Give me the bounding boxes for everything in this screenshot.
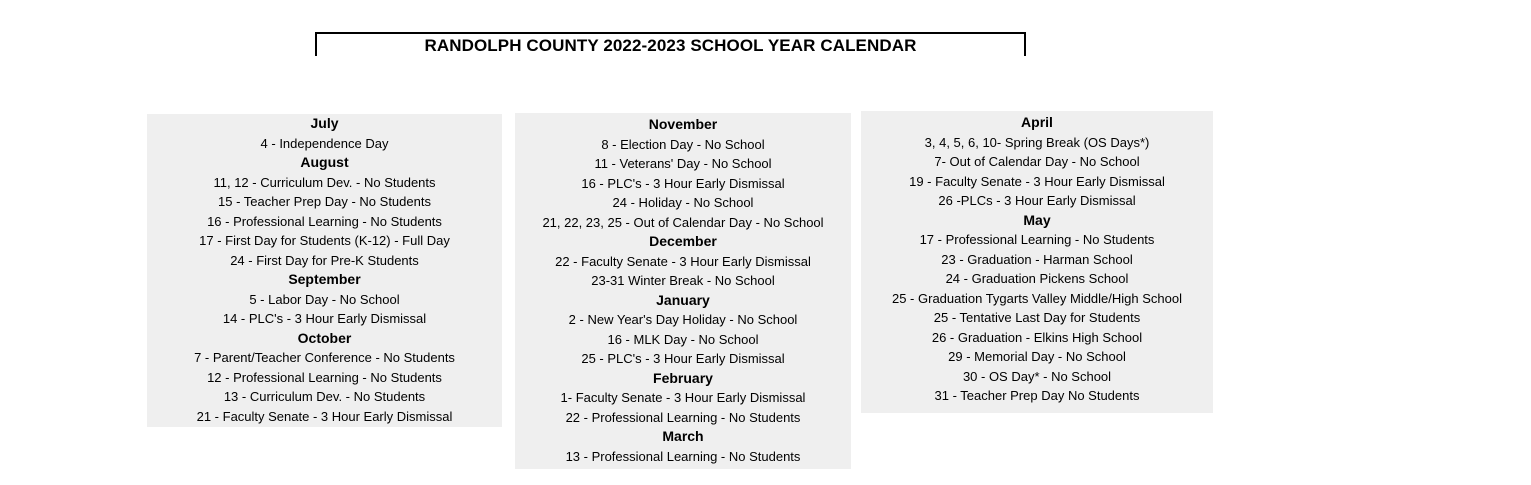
- event-item: 25 - Tentative Last Day for Students: [933, 310, 1141, 325]
- event-item: 7- Out of Calendar Day - No School: [934, 154, 1140, 169]
- event-item: 16 - MLK Day - No School: [607, 331, 759, 347]
- event-item: 8 - Election Day - No School: [601, 136, 765, 152]
- month-heading-april: April: [1021, 114, 1053, 130]
- month-heading-november: November: [648, 116, 718, 132]
- event-item: 21, 22, 23, 25 - Out of Calendar Day - No School: [542, 214, 824, 230]
- event-item: 7 - Parent/Teacher Conference - No Students: [194, 350, 455, 365]
- calendar-title: RANDOLPH COUNTY 2022-2023 SCHOOL YEAR CALENDAR: [424, 36, 917, 55]
- event-item: 22 - Faculty Senate - 3 Hour Early Dismissal: [555, 253, 811, 269]
- event-item: 11 - Veterans' Day - No School: [594, 156, 772, 171]
- month-heading-march: March: [662, 428, 704, 444]
- event-item: 19 - Faculty Senate - 3 Hour Early Dismissal: [909, 173, 1165, 189]
- month-heading-july: July: [310, 115, 339, 131]
- event-item: 3, 4, 5, 6, 10- Spring Break (OS Days*): [924, 134, 1150, 150]
- event-item: 23 - Graduation - Harman School: [941, 251, 1133, 267]
- month-heading-august: August: [300, 154, 349, 170]
- event-item: 15 - Teacher Prep Day - No Students: [218, 194, 431, 209]
- event-item: 1- Faculty Senate - 3 Hour Early Dismissal: [560, 390, 806, 405]
- event-item: 11, 12 - Curriculum Dev. - No Students: [213, 174, 436, 190]
- event-item: 29 - Memorial Day - No School: [948, 349, 1126, 364]
- event-item: 25 - Graduation Tygarts Valley Middle/High School: [891, 290, 1182, 306]
- event-item: 13 - Professional Learning - No Students: [565, 448, 801, 464]
- calendar-title-box: [315, 32, 1026, 56]
- event-item: 17 - Professional Learning - No Students: [919, 232, 1155, 247]
- event-item: 22 - Professional Learning - No Students: [565, 409, 801, 425]
- event-item: 12 - Professional Learning - No Students: [207, 369, 442, 385]
- event-item: 26 -PLCs - 3 Hour Early Dismissal: [938, 193, 1136, 208]
- month-heading-may: May: [1023, 211, 1051, 228]
- month-heading-february: February: [653, 369, 713, 386]
- calendar-column-3: [861, 111, 1213, 413]
- event-item: 24 - Graduation Pickens School: [945, 271, 1129, 286]
- month-heading-september: September: [288, 271, 361, 287]
- event-item: 24 - First Day for Pre-K Students: [230, 252, 419, 268]
- event-item: 13 - Curriculum Dev. - No Students: [223, 389, 426, 404]
- calendar-column-1: [147, 114, 502, 427]
- event-item: 16 - Professional Learning - No Students: [207, 213, 442, 229]
- event-item: 14 - PLC's - 3 Hour Early Dismissal: [222, 311, 427, 326]
- calendar-column-2: [515, 113, 851, 469]
- event-item: 5 - Labor Day - No School: [249, 291, 400, 307]
- month-heading-october: October: [297, 329, 352, 346]
- month-heading-december: December: [649, 233, 717, 249]
- event-item: 4 - Independence Day: [260, 135, 389, 151]
- event-item: 16 - PLC's - 3 Hour Early Dismissal: [581, 175, 785, 191]
- event-item: 21 - Faculty Senate - 3 Hour Early Dismissal: [196, 408, 453, 424]
- event-item: 25 - PLC's - 3 Hour Early Dismissal: [581, 351, 785, 366]
- event-item: 17 - First Day for Students (K-12) - Full Day: [199, 233, 450, 248]
- month-heading-january: January: [656, 291, 710, 308]
- event-item: 31 - Teacher Prep Day No Students: [934, 388, 1140, 403]
- event-item: 23-31 Winter Break - No School: [591, 273, 775, 288]
- event-item: 2 - New Year's Day Holiday - No School: [568, 312, 798, 327]
- event-item: 26 - Graduation - Elkins High School: [931, 329, 1143, 345]
- event-item: 30 - OS Day* - No School: [962, 368, 1112, 384]
- event-item: 24 - Holiday - No School: [612, 195, 754, 210]
